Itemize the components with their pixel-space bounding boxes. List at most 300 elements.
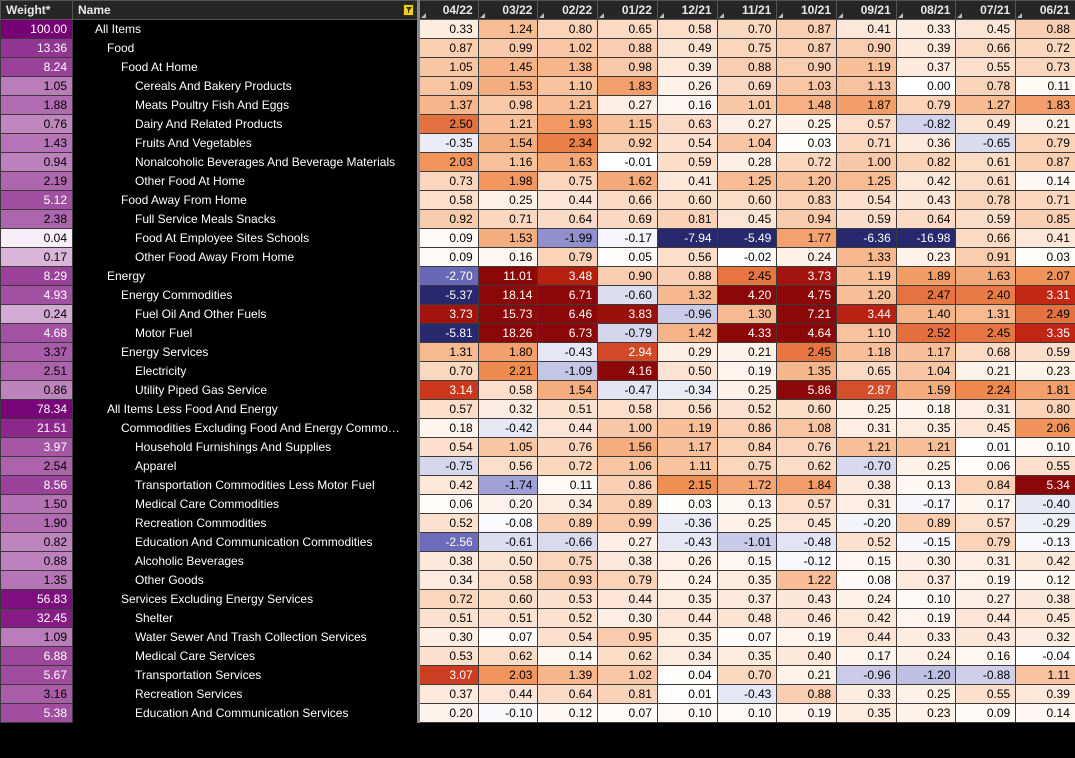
- name-cell: Fuel Oil And Other Fuels: [73, 305, 419, 324]
- value-cell: 0.43: [956, 628, 1016, 647]
- weight-cell: 0.82: [1, 533, 73, 552]
- value-cell: 0.88: [657, 267, 717, 286]
- month-column-header[interactable]: [896, 1, 956, 20]
- value-cell: 0.54: [538, 628, 598, 647]
- value-cell: 0.62: [478, 647, 538, 666]
- value-cell: 0.43: [777, 590, 837, 609]
- value-cell: 1.30: [717, 305, 777, 324]
- value-cell: 0.10: [717, 704, 777, 723]
- value-cell: 0.84: [956, 476, 1016, 495]
- value-cell: 0.06: [956, 457, 1016, 476]
- value-cell: -2.70: [419, 267, 479, 286]
- value-cell: 0.58: [657, 20, 717, 39]
- month-column-header[interactable]: [717, 1, 777, 20]
- table-row[interactable]: [1, 590, 1075, 609]
- header-row: [1, 1, 1075, 20]
- value-cell: 1.00: [837, 153, 897, 172]
- value-cell: 0.60: [478, 590, 538, 609]
- table-row[interactable]: [1, 172, 1075, 191]
- value-cell: 0.50: [478, 552, 538, 571]
- month-column-header[interactable]: [837, 1, 897, 20]
- table-row[interactable]: [1, 134, 1075, 153]
- value-cell: 0.25: [837, 400, 897, 419]
- value-cell: -0.70: [837, 457, 897, 476]
- table-row[interactable]: [1, 229, 1075, 248]
- table-row[interactable]: [1, 514, 1075, 533]
- value-cell: 3.31: [1016, 286, 1075, 305]
- value-cell: 2.47: [896, 286, 956, 305]
- value-cell: 1.21: [478, 115, 538, 134]
- name-cell: Commodities Excluding Food And Energy Commo…: [73, 419, 419, 438]
- value-cell: -0.36: [657, 514, 717, 533]
- table-row[interactable]: [1, 438, 1075, 457]
- month-column-header[interactable]: [657, 1, 717, 20]
- value-cell: 1.31: [956, 305, 1016, 324]
- value-cell: 0.07: [478, 628, 538, 647]
- name-cell: Education And Communication Commodities: [73, 533, 419, 552]
- value-cell: 0.31: [837, 495, 897, 514]
- value-cell: 0.64: [538, 685, 598, 704]
- value-cell: 3.48: [538, 267, 598, 286]
- month-column-header[interactable]: [598, 1, 658, 20]
- weight-cell: 0.86: [1, 381, 73, 400]
- weight-column-header[interactable]: Weight*: [1, 1, 73, 20]
- table-row[interactable]: [1, 362, 1075, 381]
- table-row[interactable]: [1, 457, 1075, 476]
- value-cell: 0.62: [777, 457, 837, 476]
- name-cell: Energy Services: [73, 343, 419, 362]
- value-cell: -0.20: [837, 514, 897, 533]
- value-cell: 0.45: [956, 20, 1016, 39]
- value-cell: -1.20: [896, 666, 956, 685]
- value-cell: -1.99: [538, 229, 598, 248]
- name-cell: Electricity: [73, 362, 419, 381]
- value-cell: 2.06: [1016, 419, 1075, 438]
- value-cell: 0.31: [837, 419, 897, 438]
- value-cell: 0.45: [1016, 609, 1075, 628]
- month-header-label: 09/21: [860, 3, 891, 17]
- value-cell: 0.71: [478, 210, 538, 229]
- name-cell: Apparel: [73, 457, 419, 476]
- value-cell: 0.20: [478, 495, 538, 514]
- month-column-header[interactable]: [1016, 1, 1075, 20]
- table-row[interactable]: [1, 381, 1075, 400]
- table-row[interactable]: [1, 647, 1075, 666]
- value-cell: 0.90: [598, 267, 658, 286]
- value-cell: 0.78: [956, 191, 1016, 210]
- value-cell: 1.53: [478, 77, 538, 96]
- name-cell: Shelter: [73, 609, 419, 628]
- value-cell: 1.11: [1016, 666, 1075, 685]
- value-cell: 0.19: [777, 628, 837, 647]
- value-cell: 1.13: [837, 77, 897, 96]
- value-cell: 1.17: [657, 438, 717, 457]
- value-cell: 0.72: [1016, 39, 1075, 58]
- value-cell: 0.08: [837, 571, 897, 590]
- table-row[interactable]: [1, 476, 1075, 495]
- value-cell: 1.15: [598, 115, 658, 134]
- value-cell: 1.02: [598, 666, 658, 685]
- name-cell: All Items: [73, 20, 419, 39]
- month-column-header[interactable]: [956, 1, 1016, 20]
- weight-cell: 13.36: [1, 39, 73, 58]
- weight-cell: 1.43: [1, 134, 73, 153]
- table-row[interactable]: [1, 305, 1075, 324]
- value-cell: 0.79: [538, 248, 598, 267]
- weight-cell: 2.38: [1, 210, 73, 229]
- value-cell: 0.32: [1016, 628, 1075, 647]
- value-cell: -0.40: [1016, 495, 1075, 514]
- value-cell: 0.29: [657, 343, 717, 362]
- table-row[interactable]: [1, 77, 1075, 96]
- weight-cell: 2.19: [1, 172, 73, 191]
- weight-cell: 1.05: [1, 77, 73, 96]
- value-cell: 0.89: [538, 514, 598, 533]
- value-cell: 1.42: [657, 324, 717, 343]
- value-cell: 0.35: [717, 647, 777, 666]
- value-cell: 0.57: [419, 400, 479, 419]
- value-cell: 0.14: [538, 647, 598, 666]
- value-cell: -0.48: [777, 533, 837, 552]
- table-row[interactable]: [1, 286, 1075, 305]
- value-cell: 1.20: [837, 286, 897, 305]
- value-cell: 0.24: [777, 248, 837, 267]
- weight-cell: 6.88: [1, 647, 73, 666]
- value-cell: 0.11: [538, 476, 598, 495]
- value-cell: 0.75: [538, 552, 598, 571]
- value-cell: 0.25: [717, 381, 777, 400]
- value-cell: 0.90: [837, 39, 897, 58]
- value-cell: 1.54: [478, 134, 538, 153]
- value-cell: 11.01: [478, 267, 538, 286]
- value-cell: 1.10: [538, 77, 598, 96]
- month-header-label: 07/21: [980, 3, 1011, 17]
- value-cell: 1.16: [478, 153, 538, 172]
- value-cell: 1.09: [419, 77, 479, 96]
- name-cell: Household Furnishings And Supplies: [73, 438, 419, 457]
- table-row[interactable]: [1, 704, 1075, 723]
- month-column-header[interactable]: [777, 1, 837, 20]
- value-cell: 0.86: [598, 476, 658, 495]
- value-cell: 1.93: [538, 115, 598, 134]
- value-cell: 1.04: [896, 362, 956, 381]
- value-cell: 1.84: [777, 476, 837, 495]
- value-cell: 0.44: [657, 609, 717, 628]
- value-cell: 0.45: [717, 210, 777, 229]
- value-cell: 0.33: [896, 628, 956, 647]
- month-header-label: 08/21: [920, 3, 951, 17]
- value-cell: 0.51: [478, 609, 538, 628]
- value-cell: 0.38: [837, 476, 897, 495]
- value-cell: 0.83: [777, 191, 837, 210]
- value-cell: 0.90: [777, 58, 837, 77]
- value-cell: 0.68: [956, 343, 1016, 362]
- value-cell: 1.39: [538, 666, 598, 685]
- sort-indicator-icon: [539, 13, 544, 18]
- value-cell: 0.30: [896, 552, 956, 571]
- value-cell: -0.17: [598, 229, 658, 248]
- value-cell: -0.96: [837, 666, 897, 685]
- value-cell: 0.17: [837, 647, 897, 666]
- value-cell: 0.54: [837, 191, 897, 210]
- value-cell: 0.55: [1016, 457, 1075, 476]
- value-cell: 4.20: [717, 286, 777, 305]
- table-row[interactable]: [1, 552, 1075, 571]
- value-cell: -0.42: [478, 419, 538, 438]
- name-cell: Transportation Services: [73, 666, 419, 685]
- value-cell: 0.41: [837, 20, 897, 39]
- value-cell: -0.96: [657, 305, 717, 324]
- value-cell: 0.79: [956, 533, 1016, 552]
- table-row[interactable]: [1, 324, 1075, 343]
- value-cell: -6.36: [837, 229, 897, 248]
- name-cell: Other Food Away From Home: [73, 248, 419, 267]
- value-cell: 0.16: [478, 248, 538, 267]
- name-cell: Transportation Commodities Less Motor Fuel: [73, 476, 419, 495]
- value-cell: -0.79: [598, 324, 658, 343]
- value-cell: 0.34: [538, 495, 598, 514]
- value-cell: 6.73: [538, 324, 598, 343]
- weight-cell: 1.88: [1, 96, 73, 115]
- value-cell: 0.56: [478, 457, 538, 476]
- value-cell: 1.54: [538, 381, 598, 400]
- value-cell: 0.24: [657, 571, 717, 590]
- table-row[interactable]: [1, 191, 1075, 210]
- value-cell: 3.35: [1016, 324, 1075, 343]
- value-cell: 0.30: [598, 609, 658, 628]
- value-cell: 0.60: [777, 400, 837, 419]
- value-cell: 0.03: [657, 495, 717, 514]
- value-cell: 0.01: [657, 685, 717, 704]
- table-row[interactable]: [1, 571, 1075, 590]
- value-cell: -16.98: [896, 229, 956, 248]
- table-row[interactable]: [1, 685, 1075, 704]
- name-cell: Recreation Services: [73, 685, 419, 704]
- weight-cell: 2.54: [1, 457, 73, 476]
- value-cell: -1.01: [717, 533, 777, 552]
- value-cell: 1.37: [419, 96, 479, 115]
- value-cell: 1.72: [717, 476, 777, 495]
- value-cell: 2.24: [956, 381, 1016, 400]
- table-row[interactable]: [1, 39, 1075, 58]
- table-row[interactable]: [1, 495, 1075, 514]
- value-cell: 2.45: [717, 267, 777, 286]
- value-cell: 0.99: [478, 39, 538, 58]
- value-cell: 0.94: [777, 210, 837, 229]
- table-row[interactable]: [1, 419, 1075, 438]
- table-row[interactable]: [1, 343, 1075, 362]
- value-cell: 0.54: [419, 438, 479, 457]
- month-column-header[interactable]: [478, 1, 538, 20]
- weight-cell: 0.94: [1, 153, 73, 172]
- name-cell: Water Sewer And Trash Collection Services: [73, 628, 419, 647]
- value-cell: 0.66: [598, 191, 658, 210]
- value-cell: 0.79: [598, 571, 658, 590]
- table-row[interactable]: [1, 96, 1075, 115]
- table-row[interactable]: [1, 666, 1075, 685]
- weight-cell: 5.38: [1, 704, 73, 723]
- value-cell: 0.44: [837, 628, 897, 647]
- weight-cell: 0.17: [1, 248, 73, 267]
- value-cell: 0.59: [657, 153, 717, 172]
- month-header-label: 12/21: [681, 3, 712, 17]
- value-cell: 0.15: [837, 552, 897, 571]
- value-cell: 5.86: [777, 381, 837, 400]
- weight-cell: 1.90: [1, 514, 73, 533]
- value-cell: 0.25: [717, 514, 777, 533]
- table-body: [1, 20, 1075, 723]
- value-cell: 1.63: [538, 153, 598, 172]
- value-cell: -0.29: [1016, 514, 1075, 533]
- value-cell: 0.89: [598, 495, 658, 514]
- value-cell: 0.14: [1016, 704, 1075, 723]
- value-cell: 18.26: [478, 324, 538, 343]
- value-cell: 6.71: [538, 286, 598, 305]
- value-cell: 0.81: [598, 685, 658, 704]
- value-cell: 0.26: [657, 552, 717, 571]
- table-row[interactable]: [1, 533, 1075, 552]
- value-cell: 0.80: [538, 20, 598, 39]
- weight-cell: 1.09: [1, 628, 73, 647]
- name-cell: Alcoholic Beverages: [73, 552, 419, 571]
- weight-cell: 100.00: [1, 20, 73, 39]
- value-cell: 1.19: [837, 58, 897, 77]
- value-cell: 1.62: [598, 172, 658, 191]
- value-cell: 0.56: [657, 248, 717, 267]
- value-cell: 0.36: [896, 134, 956, 153]
- value-cell: 0.15: [717, 552, 777, 571]
- value-cell: 0.76: [538, 438, 598, 457]
- value-cell: 0.42: [419, 476, 479, 495]
- value-cell: 0.82: [896, 153, 956, 172]
- value-cell: -1.74: [478, 476, 538, 495]
- value-cell: 0.57: [777, 495, 837, 514]
- value-cell: 0.72: [777, 153, 837, 172]
- value-cell: 0.37: [717, 590, 777, 609]
- filter-icon[interactable]: [403, 4, 414, 16]
- weight-cell: 8.56: [1, 476, 73, 495]
- value-cell: 0.27: [717, 115, 777, 134]
- value-cell: 0.46: [777, 609, 837, 628]
- weight-cell: 2.51: [1, 362, 73, 381]
- value-cell: 1.45: [478, 58, 538, 77]
- value-cell: 0.53: [419, 647, 479, 666]
- value-cell: 0.07: [598, 704, 658, 723]
- value-cell: -0.15: [896, 533, 956, 552]
- month-column-header[interactable]: [419, 1, 479, 20]
- value-cell: 0.24: [896, 647, 956, 666]
- sort-indicator-icon: [1017, 13, 1022, 18]
- table-row[interactable]: [1, 628, 1075, 647]
- value-cell: 0.44: [478, 685, 538, 704]
- value-cell: -0.17: [896, 495, 956, 514]
- value-cell: 0.50: [657, 362, 717, 381]
- value-cell: 0.98: [598, 58, 658, 77]
- value-cell: 0.86: [717, 419, 777, 438]
- sort-indicator-icon: [898, 13, 903, 18]
- table-row[interactable]: [1, 400, 1075, 419]
- table-row[interactable]: [1, 153, 1075, 172]
- table-row[interactable]: [1, 248, 1075, 267]
- value-cell: 0.39: [657, 58, 717, 77]
- value-cell: 1.32: [657, 286, 717, 305]
- value-cell: 0.27: [598, 96, 658, 115]
- value-cell: 0.69: [598, 210, 658, 229]
- value-cell: 0.21: [956, 362, 1016, 381]
- value-cell: 4.75: [777, 286, 837, 305]
- value-cell: 1.83: [598, 77, 658, 96]
- table-row[interactable]: [1, 20, 1075, 39]
- value-cell: 0.10: [657, 704, 717, 723]
- name-cell: Nonalcoholic Beverages And Beverage Materials: [73, 153, 419, 172]
- value-cell: 0.42: [837, 609, 897, 628]
- weight-cell: 4.93: [1, 286, 73, 305]
- name-cell: Cereals And Bakery Products: [73, 77, 419, 96]
- value-cell: -0.04: [1016, 647, 1075, 666]
- value-cell: 2.40: [956, 286, 1016, 305]
- value-cell: 0.40: [777, 647, 837, 666]
- value-cell: 0.38: [598, 552, 658, 571]
- value-cell: -0.43: [657, 533, 717, 552]
- value-cell: 0.70: [717, 20, 777, 39]
- value-cell: 1.87: [837, 96, 897, 115]
- table-row[interactable]: [1, 267, 1075, 286]
- value-cell: 0.21: [717, 343, 777, 362]
- name-cell: Other Food At Home: [73, 172, 419, 191]
- value-cell: 0.92: [598, 134, 658, 153]
- value-cell: 0.63: [657, 115, 717, 134]
- value-cell: 0.51: [419, 609, 479, 628]
- value-cell: 0.25: [777, 115, 837, 134]
- value-cell: 0.91: [956, 248, 1016, 267]
- value-cell: 1.01: [717, 96, 777, 115]
- value-cell: 2.15: [657, 476, 717, 495]
- table-row[interactable]: [1, 58, 1075, 77]
- value-cell: 2.45: [956, 324, 1016, 343]
- value-cell: -0.82: [896, 115, 956, 134]
- sort-indicator-icon: [838, 13, 843, 18]
- value-cell: 0.45: [956, 419, 1016, 438]
- value-cell: 0.12: [1016, 571, 1075, 590]
- value-cell: 1.10: [837, 324, 897, 343]
- value-cell: 0.52: [538, 609, 598, 628]
- name-column-header[interactable]: [73, 1, 419, 20]
- value-cell: 0.80: [1016, 400, 1075, 419]
- value-cell: 0.88: [717, 58, 777, 77]
- value-cell: 0.18: [896, 400, 956, 419]
- value-cell: 0.70: [419, 362, 479, 381]
- table-row[interactable]: [1, 115, 1075, 134]
- value-cell: 0.52: [837, 533, 897, 552]
- value-cell: 1.21: [837, 438, 897, 457]
- value-cell: 0.87: [1016, 153, 1075, 172]
- table-row[interactable]: [1, 609, 1075, 628]
- month-column-header[interactable]: [538, 1, 598, 20]
- value-cell: 1.03: [777, 77, 837, 96]
- value-cell: 1.83: [1016, 96, 1075, 115]
- value-cell: 0.87: [777, 39, 837, 58]
- weight-cell: 0.88: [1, 552, 73, 571]
- name-cell: Other Goods: [73, 571, 419, 590]
- value-cell: 0.65: [598, 20, 658, 39]
- value-cell: 0.11: [1016, 77, 1075, 96]
- value-cell: -0.13: [1016, 533, 1075, 552]
- table-row[interactable]: [1, 210, 1075, 229]
- name-header-label: Name: [78, 3, 111, 17]
- sort-indicator-icon: [719, 13, 724, 18]
- value-cell: 0.42: [1016, 552, 1075, 571]
- weight-cell: 3.16: [1, 685, 73, 704]
